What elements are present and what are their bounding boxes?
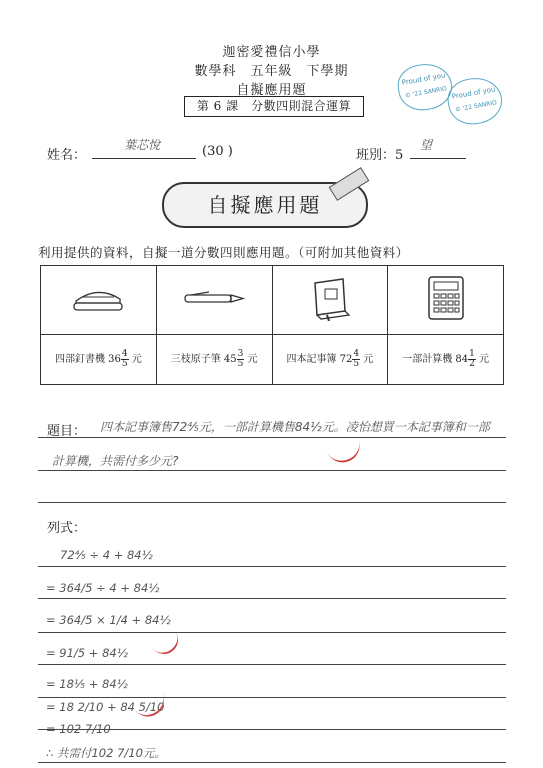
name-label: 姓名：	[47, 148, 87, 163]
question-label: 題目：	[47, 424, 87, 439]
answer-rule	[38, 437, 506, 438]
answer-rule	[38, 502, 506, 503]
item-caption: 一部計算機 84 $\frac{1}{2}$ 元	[388, 334, 504, 384]
banner-title: 自擬應用題	[162, 182, 368, 228]
working-step: ∴ 共需付102 7/10元。	[46, 746, 166, 760]
stapler-icon	[68, 281, 128, 315]
calculator-icon	[423, 274, 469, 322]
working-step: 72⅘ ÷ 4 + 84½	[60, 548, 153, 562]
instructions: 利用提供的資料，自擬一道分數四則應用題。（可附加其他資料）	[38, 245, 409, 260]
working-step: = 364/5 × 1/4 + 84½	[46, 613, 171, 627]
pen-cell	[156, 266, 272, 335]
working-rule	[38, 664, 506, 665]
name-value: 葉芯悅	[124, 138, 161, 152]
working-step: = 18 2/10 + 84 5/10	[46, 700, 165, 714]
student-number: (30 )	[202, 144, 233, 159]
item-caption: 四本記事簿 72 $\frac{4}{5}$ 元	[272, 334, 388, 384]
working-step: = 102 7/10	[46, 722, 111, 736]
pen-icon	[179, 285, 249, 311]
working-rule	[38, 762, 506, 763]
item-caption: 四部釘書機 36 $\frac{4}{5}$ 元	[41, 334, 157, 384]
item-caption: 三枝原子筆 45 $\frac{3}{5}$ 元	[156, 334, 272, 384]
notebook-icon	[305, 275, 355, 321]
stapler-cell	[41, 266, 157, 335]
class-field[interactable]	[410, 138, 466, 159]
sanrio-stamp: Proud of you © '22 SANRIO	[444, 74, 505, 129]
check-mark	[130, 686, 170, 723]
class-label: 班別：5	[356, 148, 404, 163]
answer-rule	[38, 470, 506, 471]
working-label: 列式：	[47, 521, 87, 536]
working-rule	[38, 566, 506, 567]
school-name: 迦密愛禮信小學	[222, 45, 321, 60]
subject-line: 數學科 五年級 下學期	[194, 64, 349, 79]
working-step: = 91/5 + 84½	[46, 646, 128, 660]
worksheet-title: 自擬應用題	[236, 83, 307, 98]
notebook-cell	[272, 266, 388, 335]
class-value: 望	[420, 138, 433, 152]
check-mark	[326, 437, 365, 467]
working-rule	[38, 697, 506, 698]
question-line-1: 四本記事簿售72⅘元，一部計算機售84½元。凌怡想買一本記事簿和一部	[100, 420, 490, 434]
working-rule	[38, 598, 506, 599]
sanrio-stamp: Proud of you © '22 SANRIO	[394, 60, 455, 115]
name-field[interactable]	[92, 138, 196, 159]
lesson-title: 第 6 課 分數四則混合運算	[184, 96, 364, 117]
working-rule	[38, 632, 506, 633]
question-line-2: 計算機，共需付多少元?	[52, 454, 179, 468]
working-step: = 18⅕ + 84½	[46, 677, 128, 691]
working-step: = 364/5 ÷ 4 + 84½	[46, 581, 160, 595]
calculator-cell	[388, 266, 504, 335]
items-table	[40, 265, 504, 385]
